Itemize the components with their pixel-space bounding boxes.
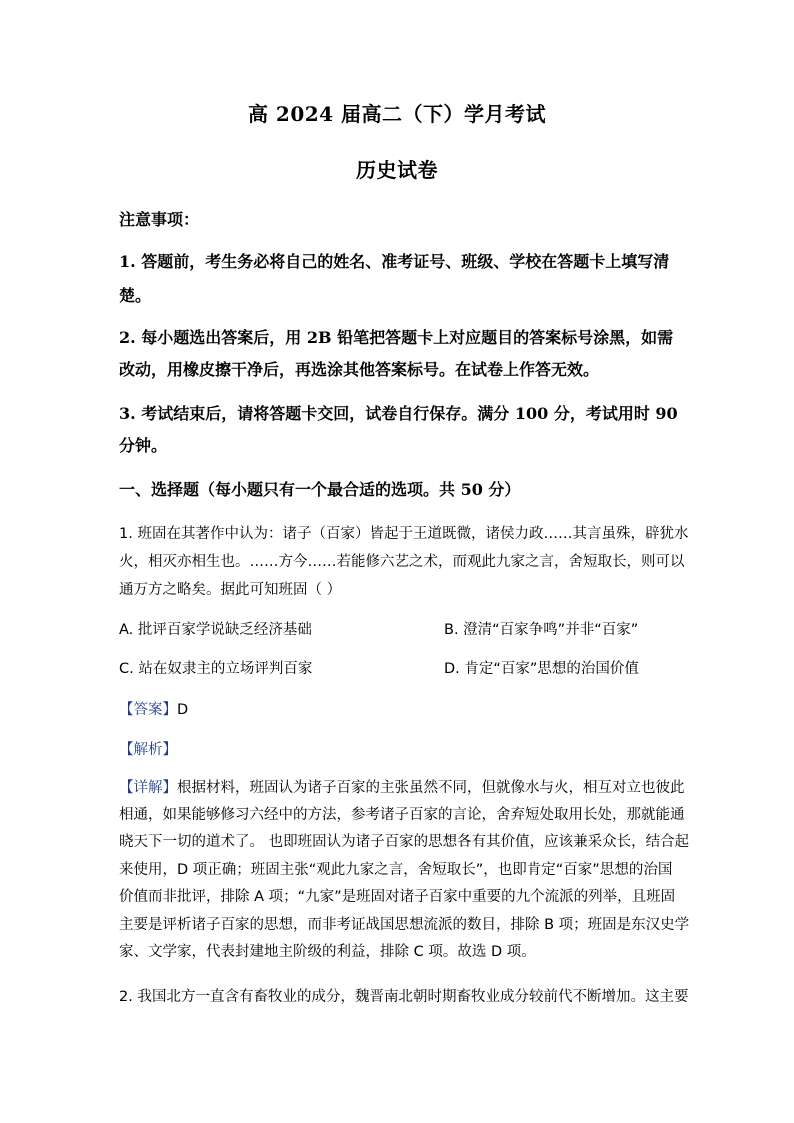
exam-title: 高 2024 届高二（下）学月考试 <box>247 102 547 126</box>
detail-text: 根据材料，班固认为诸子百家的主张虽然不同，但就像水与火，相互对立也彼此 <box>177 780 685 796</box>
q1-stem-line-3: 通万方之略矣。据此可知班固（ ） <box>119 582 342 598</box>
q1-stem-line-2: 火，相灭亦相生也。……方今……若能修六艺之术，而观此九家之言，舍短取长，则可以 <box>119 554 685 570</box>
q1-detail-line-1 <box>119 776 685 797</box>
notice-heading: 注意事项： <box>119 210 200 229</box>
notice-line-6: 分钟。 <box>119 436 168 455</box>
q1-option-b: B. 澄清“百家争鸣”并非“百家” <box>444 622 639 638</box>
notice-line-2: 楚。 <box>119 286 152 305</box>
notice-line-1: 1. 答题前，考生务必将自己的姓名、准考证号、班级、学校在答题卡上填写清 <box>119 252 670 271</box>
q1-option-a: A. 批评百家学说缺乏经济基础 <box>119 622 312 638</box>
notice-line-5: 3. 考试结束后，请将答题卡交回，试卷自行保存。满分 100 分，考试用时 90 <box>119 404 678 423</box>
q1-detail-line-6: 主要是评析诸子百家的思想，而非考证战国思想流派的数目，排除 B 项；班固是东汉史学 <box>119 917 690 933</box>
q1-detail-line-7: 家、文学家，代表封建地主阶级的利益，排除 C 项。故选 D 项。 <box>119 944 536 960</box>
q1-stem-line-1: 1. 班固在其著作中认为：诸子（百家）皆起于王道既微，诸侯力政……其言虽殊，辟犹水 <box>119 526 689 542</box>
q1-detail-line-3: 晓天下一切的道术了。 也即班固认为诸子百家的思想各有其价值，应该兼采众长，结合起 <box>119 834 690 850</box>
section-heading: 一、选择题（每小题只有一个最合适的选项。共 50 分） <box>119 480 521 499</box>
q1-detail-line-4: 来使用，D 项正确；班固主张“观此九家之言，舍短取长”，也即肯定“百家”思想的治国 <box>119 862 673 878</box>
analysis-tag: 【解析】 <box>119 742 177 758</box>
q2-stem-line-1: 2. 我国北方一直含有畜牧业的成分，魏晋南北朝时期畜牧业成分较前代不断增加。这主要 <box>119 989 689 1005</box>
detail-tag: 【详解】 <box>119 780 177 796</box>
answer-value: D <box>177 702 189 718</box>
subject-title: 历史试卷 <box>356 158 438 182</box>
q1-detail-line-5: 价值而非批评，排除 A 项；“九家”是班固对诸子百家中重要的九个流派的列举，且班固 <box>119 889 676 905</box>
notice-line-3: 2. 每小题选出答案后，用 2B 铅笔把答题卡上对应题目的答案标号涂黑，如需 <box>119 328 674 347</box>
q1-option-c: C. 站在奴隶主的立场评判百家 <box>119 661 313 677</box>
q1-option-d: D. 肯定“百家”思想的治国价值 <box>444 661 639 677</box>
q1-answer <box>119 698 188 719</box>
notice-line-4: 改动，用橡皮擦干净后，再选涂其他答案标号。在试卷上作答无效。 <box>119 360 600 379</box>
q1-analysis-heading <box>119 738 177 759</box>
q1-detail-line-2: 相通，如果能够修习六经中的方法，参考诸子百家的言论，舍弃短处取用长处，那就能通 <box>119 807 685 823</box>
answer-tag: 【答案】 <box>119 702 177 718</box>
